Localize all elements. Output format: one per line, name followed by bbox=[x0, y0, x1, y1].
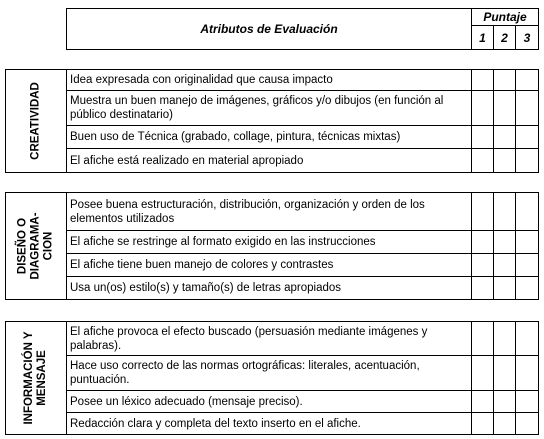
score-cell[interactable] bbox=[516, 391, 539, 413]
criterion-text: Idea expresada con originalidad que causa impacto bbox=[67, 70, 472, 91]
category-label-diseno: DISEÑO O DIAGRAMA- CION bbox=[16, 212, 55, 280]
score-cell[interactable] bbox=[516, 356, 539, 391]
score-cell[interactable] bbox=[494, 91, 516, 126]
category-informacion bbox=[6, 322, 67, 435]
score-cell[interactable] bbox=[472, 91, 494, 126]
score-cell[interactable] bbox=[494, 322, 516, 356]
criterion-text: Usa un(os) estilo(s) y tamaño(s) de letras apropiados bbox=[67, 277, 472, 300]
criterion-text: Posee buena estructuración, distribución, organización y orden de los elementos utilizados bbox=[67, 193, 472, 231]
header-table bbox=[66, 8, 539, 50]
criterion-text: El afiche provoca el efecto buscado (persuasión mediante imágenes y palabras). bbox=[67, 322, 472, 356]
criterion-text: Muestra un buen manejo de imágenes, gráficos y/o dibujos (en función al público destinatario) bbox=[67, 91, 472, 126]
score-cell[interactable] bbox=[494, 126, 516, 149]
attributes-header: Atributos de Evaluación bbox=[67, 9, 472, 50]
score-cell[interactable] bbox=[494, 70, 516, 91]
score-cell[interactable] bbox=[472, 126, 494, 149]
score-cell[interactable] bbox=[516, 413, 539, 435]
score-cell[interactable] bbox=[494, 356, 516, 391]
section-diseno bbox=[5, 192, 539, 300]
score-cell[interactable] bbox=[472, 413, 494, 435]
score-cell[interactable] bbox=[516, 254, 539, 277]
score-cell[interactable] bbox=[516, 231, 539, 254]
score-header-1: 1 bbox=[472, 26, 494, 50]
score-cell[interactable] bbox=[472, 356, 494, 391]
criterion-text: Buen uso de Técnica (grabado, collage, pintura, técnicas mixtas) bbox=[67, 126, 472, 149]
score-header-2: 2 bbox=[494, 26, 516, 50]
score-cell[interactable] bbox=[494, 193, 516, 231]
score-cell[interactable] bbox=[472, 391, 494, 413]
section-creatividad bbox=[5, 69, 539, 173]
puntaje-header: Puntaje bbox=[472, 9, 539, 26]
criterion-text: Redacción clara y completa del texto inserto en el afiche. bbox=[67, 413, 472, 435]
score-cell[interactable] bbox=[516, 149, 539, 173]
criterion-text: Posee un léxico adecuado (mensaje preciso). bbox=[67, 391, 472, 413]
score-cell[interactable] bbox=[494, 231, 516, 254]
score-cell[interactable] bbox=[472, 193, 494, 231]
score-cell[interactable] bbox=[516, 277, 539, 300]
score-cell[interactable] bbox=[472, 277, 494, 300]
criterion-text: Hace uso correcto de las normas ortográficas: literales, acentuación, puntuación. bbox=[67, 356, 472, 391]
category-label-informacion: INFORMACIÓN Y MENSAJE bbox=[23, 331, 48, 425]
score-cell[interactable] bbox=[472, 231, 494, 254]
category-label-creatividad: CREATIVIDAD bbox=[29, 82, 42, 160]
score-cell[interactable] bbox=[494, 391, 516, 413]
score-cell[interactable] bbox=[472, 70, 494, 91]
score-cell[interactable] bbox=[472, 254, 494, 277]
score-header-3: 3 bbox=[516, 26, 539, 50]
score-cell[interactable] bbox=[472, 149, 494, 173]
section-informacion bbox=[5, 321, 539, 435]
score-cell[interactable] bbox=[494, 413, 516, 435]
score-cell[interactable] bbox=[516, 193, 539, 231]
criterion-text: El afiche se restringe al formato exigido en las instrucciones bbox=[67, 231, 472, 254]
score-cell[interactable] bbox=[516, 91, 539, 126]
criterion-text: El afiche está realizado en material apropiado bbox=[67, 149, 472, 173]
score-cell[interactable] bbox=[472, 322, 494, 356]
category-diseno bbox=[6, 193, 67, 300]
score-cell[interactable] bbox=[516, 322, 539, 356]
criterion-text: El afiche tiene buen manejo de colores y contrastes bbox=[67, 254, 472, 277]
score-cell[interactable] bbox=[516, 126, 539, 149]
score-cell[interactable] bbox=[516, 70, 539, 91]
score-cell[interactable] bbox=[494, 277, 516, 300]
category-creatividad bbox=[6, 70, 67, 173]
score-cell[interactable] bbox=[494, 254, 516, 277]
score-cell[interactable] bbox=[494, 149, 516, 173]
